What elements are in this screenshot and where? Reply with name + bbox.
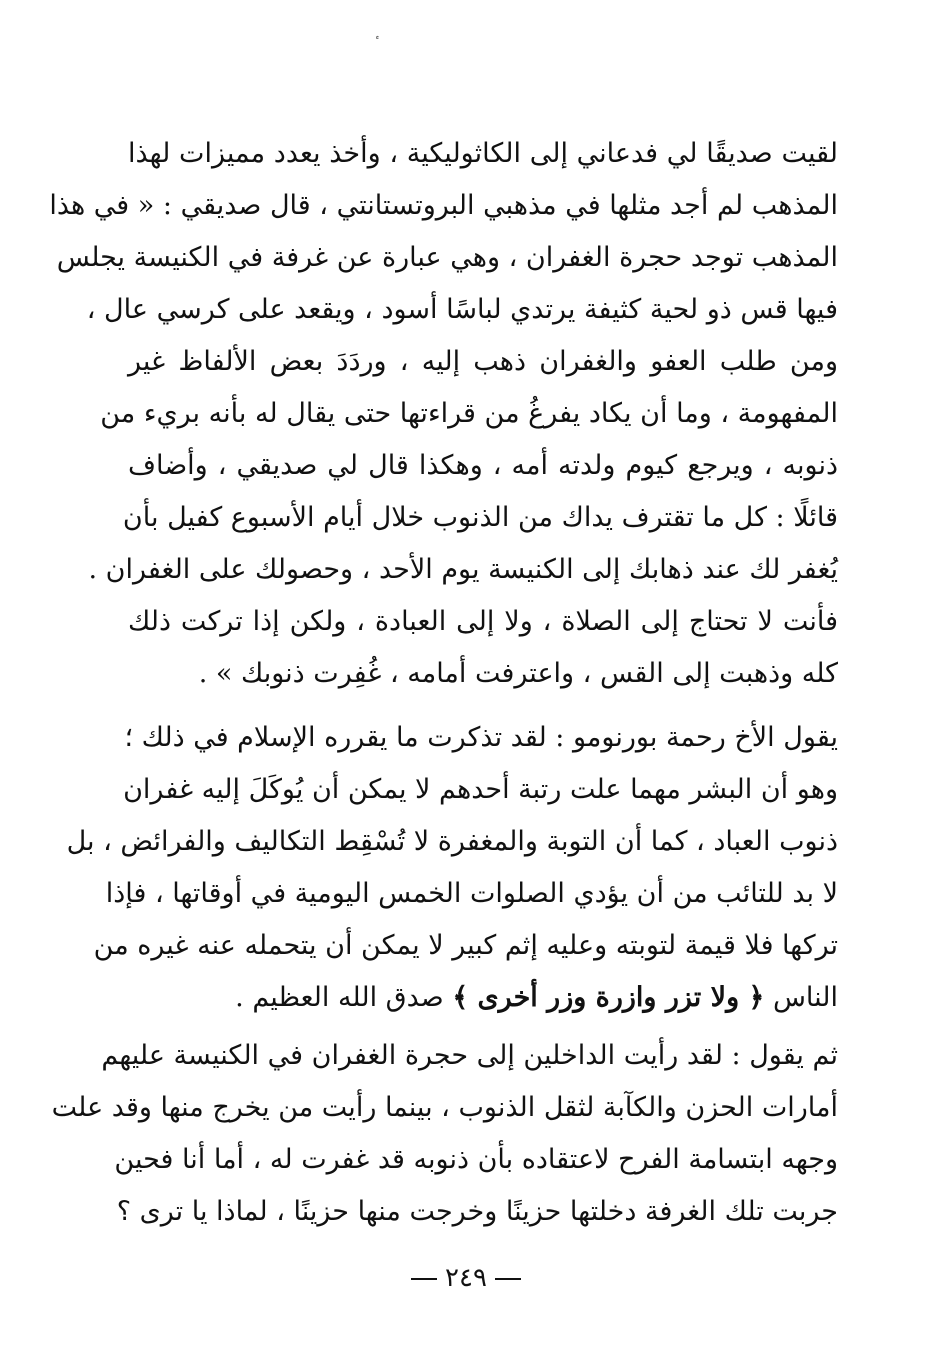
text-line: وهو أن البشر مهما علت رتبة أحدهم لا يمكن أن يُوكَلَ إليه غفران <box>123 774 838 805</box>
dash-decoration <box>411 1278 437 1280</box>
text-line: المفهومة ، وما أن يكاد يفرغُ من قراءتها حتى يقال له بأنه بريء من <box>100 398 838 429</box>
text-line: يُغفر لك عند ذهابك إلى الكنيسة يوم الأحد ، وحصولك على الغفران . <box>88 554 838 585</box>
text-line: ثم يقول : لقد رأيت الداخلين إلى حجرة الغفران في الكنيسة عليهم <box>101 1040 838 1071</box>
paragraph-1 <box>49 128 838 700</box>
page-number <box>0 1258 932 1298</box>
text-line: قائلًا : كل ما تقترف يداك من الذنوب خلال أيام الأسبوع كفيل بأن <box>122 502 838 533</box>
text-line: كله وذهبت إلى القس ، واعترفت أمامه ، غُفِرت ذنوبك » . <box>198 658 838 689</box>
paragraph-2 <box>66 712 838 1024</box>
text-line: وجهه ابتسامة الفرح لاعتقاده بأن ذنوبه قد غفرت له ، أما أنا فحين <box>114 1144 838 1175</box>
dash-decoration <box>495 1278 521 1280</box>
text-line: المذهب توجد حجرة الغفران ، وهي عبارة عن غرفة في الكنيسة يجلس <box>56 242 838 273</box>
text-line: جربت تلك الغرفة دخلتها حزينًا وخرجت منها حزينًا ، لماذا يا ترى ؟ <box>116 1196 838 1227</box>
paragraph-3 <box>51 1030 838 1238</box>
text-line: فأنت لا تحتاج إلى الصلاة ، ولا إلى العبادة ، ولكن إذا تركت ذلك <box>128 606 838 637</box>
text-line: لا بد للتائب من أن يؤدي الصلوات الخمس اليومية في أوقاتها ، فإذا <box>105 878 838 909</box>
line-start-text: الناس <box>772 982 838 1013</box>
text-line: ذنوبه ، ويرجع كيوم ولدته أمه ، وهكذا قال لي صديقي ، وأضاف <box>128 450 838 481</box>
text-line: فيها قس ذو لحية كثيفة يرتدي لباسًا أسود ، ويقعد على كرسي عال ، <box>86 294 838 325</box>
text-line-with-verse <box>128 972 838 1024</box>
page-number-value: ٢٤٩ <box>445 1263 487 1293</box>
text-line: لقيت صديقًا لي فدعاني إلى الكاثوليكية ، وأخذ يعدد مميزات لهذا <box>128 138 838 169</box>
text-line: المذهب لم أجد مثلها في مذهبي البروتستانتي ، قال صديقي : « في هذا <box>49 190 838 221</box>
text-line: ومن طلب العفو والغفران ذهب إليه ، وردَدَ بعض الألفاظ غير <box>128 346 838 377</box>
text-line: أمارات الحزن والكآبة لثقل الذنوب ، بينما رأيت من يخرج منها وقد علت <box>51 1092 838 1123</box>
quran-verse: ﴿ ولا تزر وازرة وزر أخرى ﴾ <box>452 982 765 1013</box>
line-end-text: صدق الله العظيم . <box>235 982 444 1013</box>
text-line: ذنوب العباد ، كما أن التوبة والمغفرة لا تُسْقِط التكاليف والفرائض ، بل <box>66 826 838 857</box>
text-line: تركها فلا قيمة لتوبته وعليه إثم كبير لا يمكن أن يتحمله عنه غيره من <box>93 930 838 961</box>
text-line: يقول الأخ رحمة بورنومو : لقد تذكرت ما يقرره الإسلام في ذلك ؛ <box>124 722 838 753</box>
